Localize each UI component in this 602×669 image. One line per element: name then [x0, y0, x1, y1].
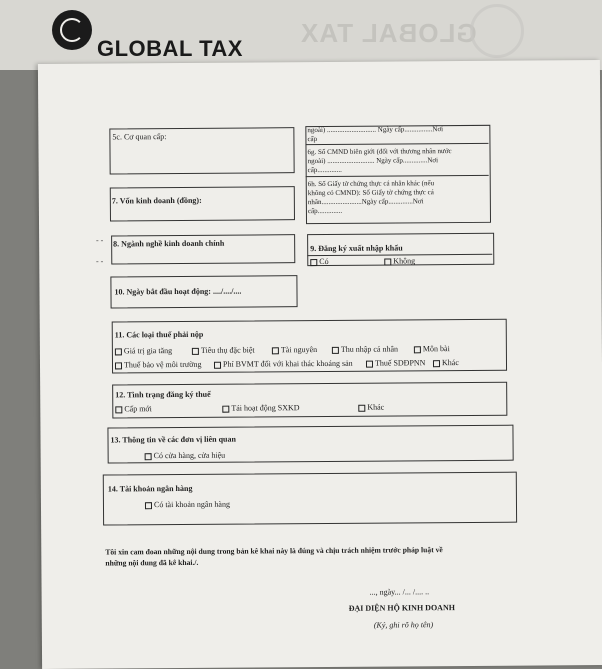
margin-mark: - - — [96, 236, 104, 245]
tax-option-5-label: Môn bài — [422, 344, 450, 354]
tax-option-6-label: Thuế bảo vệ môi trường — [123, 359, 202, 370]
signature-date: ..., ngày... /... /.... .. — [369, 587, 430, 597]
tax-option-5[interactable] — [414, 344, 450, 353]
checkbox-icon[interactable] — [366, 360, 373, 367]
text-6h-4: cấp.............. — [307, 206, 343, 216]
tax-option-6[interactable] — [115, 360, 201, 370]
brand-logo-text: GLOBAL TAX — [97, 36, 243, 61]
tax-option-1-label: Giá trị gia tăng — [123, 346, 173, 356]
option-9-yes[interactable] — [310, 257, 328, 266]
checkbox-icon[interactable] — [272, 347, 279, 354]
tax-option-9[interactable] — [433, 358, 459, 367]
text-6g-1: 6g. Số CMND biên giới (đối với thương nhân nước — [307, 147, 452, 157]
text-6h-3: nhân.......................Ngày cấp..............Nơi — [307, 197, 424, 207]
label-10: 10. Ngày bắt đầu hoạt động: ..../..../.... — [114, 286, 242, 297]
label-14: 14. Tài khoản ngân hàng — [107, 483, 193, 494]
checkbox-icon[interactable] — [358, 404, 365, 411]
signature-note: (Ký, ghi rõ họ tên) — [373, 620, 434, 630]
checkbox-icon[interactable] — [192, 348, 199, 355]
status-option-3-label: Khác — [367, 402, 385, 412]
box-12 — [112, 382, 507, 419]
bleed-through-logo — [470, 4, 524, 58]
tax-option-7-label: Phí BVMT đối với khai thác khoáng sản — [222, 358, 353, 369]
tax-option-1[interactable] — [115, 346, 172, 355]
checkbox-icon[interactable] — [214, 361, 221, 368]
checkbox-icon[interactable] — [115, 362, 122, 369]
related-option-label: Có cửa hàng, cửa hiệu — [153, 450, 226, 461]
text-6-line2: cấp — [307, 135, 318, 144]
tax-option-3[interactable] — [272, 345, 317, 354]
bleed-through-text: GLOBAL TAX — [300, 18, 477, 48]
tax-option-2-label: Tiêu thụ đặc biệt — [200, 345, 255, 355]
text-6g-3: cấp.............. — [307, 165, 342, 175]
label-13: 13. Thông tin về các đơn vị liên quan — [110, 434, 236, 445]
tax-option-9-label: Khác — [441, 358, 459, 368]
text-6h-1: 6h. Số Giấy tờ chứng thực cá nhân khác (nếu — [307, 179, 435, 189]
label-11: 11. Các loại thuế phải nộp — [114, 329, 204, 340]
checkbox-icon[interactable] — [433, 360, 440, 367]
checkbox-icon[interactable] — [115, 348, 122, 355]
text-6h-2: không có CMND): Số Giấy tờ chứng thực cá — [307, 188, 434, 198]
checkbox-icon[interactable] — [145, 502, 152, 509]
tax-option-4-label: Thu nhập cá nhân — [340, 344, 399, 354]
status-option-2[interactable] — [222, 403, 299, 413]
label-12: 12. Tình trạng đăng ký thuế — [115, 389, 211, 400]
text-6g-2: ngoài) ........................... Ngày cấp..............Nơi — [307, 156, 439, 166]
bank-option[interactable] — [145, 500, 230, 510]
label-9: 9. Đăng ký xuất nhập khẩu — [310, 243, 403, 254]
tax-option-8[interactable] — [366, 358, 426, 367]
tax-option-4[interactable] — [332, 344, 398, 353]
status-option-2-label: Tái hoạt động SXKD — [231, 403, 300, 413]
commitment-line2: những nội dung đã kê khai./. — [105, 557, 199, 568]
related-option[interactable] — [145, 451, 226, 461]
text-6-line1: ngoài) ............................ Ngày cấp................Nơi — [307, 125, 444, 135]
bank-option-label: Có tài khoản ngân hàng — [153, 499, 230, 510]
option-9-yes-label: Có — [319, 256, 329, 267]
status-option-1-label: Cấp mới — [124, 404, 152, 414]
label-5c: 5c. Cơ quan cấp: — [112, 132, 167, 142]
checkbox-icon[interactable] — [414, 346, 421, 353]
tax-option-2[interactable] — [192, 345, 255, 354]
box-14 — [103, 472, 517, 526]
commitment-line1: Tôi xin cam đoan những nội dung trong bản kê khai này là đúng và chịu trách nhiệm trước pháp luật về — [105, 545, 443, 557]
option-9-no-label: Không — [393, 256, 416, 266]
tax-option-3-label: Tài nguyên — [280, 345, 318, 355]
label-7: 7. Vốn kinh doanh (đồng): — [111, 195, 202, 206]
option-9-no[interactable] — [384, 256, 415, 265]
checkbox-icon[interactable] — [332, 347, 339, 354]
globe-logo-icon — [52, 10, 92, 50]
margin-mark: - - — [96, 257, 104, 266]
signature-title: ĐẠI DIỆN HỘ KINH DOANH — [348, 603, 455, 613]
status-option-1[interactable] — [115, 404, 152, 413]
form-sheet — [38, 60, 602, 669]
checkbox-icon[interactable] — [310, 259, 317, 266]
label-8: 8. Ngành nghề kinh doanh chính — [113, 238, 225, 249]
status-option-3[interactable] — [358, 403, 384, 412]
checkbox-icon[interactable] — [115, 406, 122, 413]
tax-option-7[interactable] — [214, 359, 353, 369]
checkbox-icon[interactable] — [384, 258, 391, 265]
tax-option-8-label: Thuế SDĐPNN — [374, 358, 426, 368]
checkbox-icon[interactable] — [222, 405, 229, 412]
checkbox-icon[interactable] — [145, 453, 152, 460]
